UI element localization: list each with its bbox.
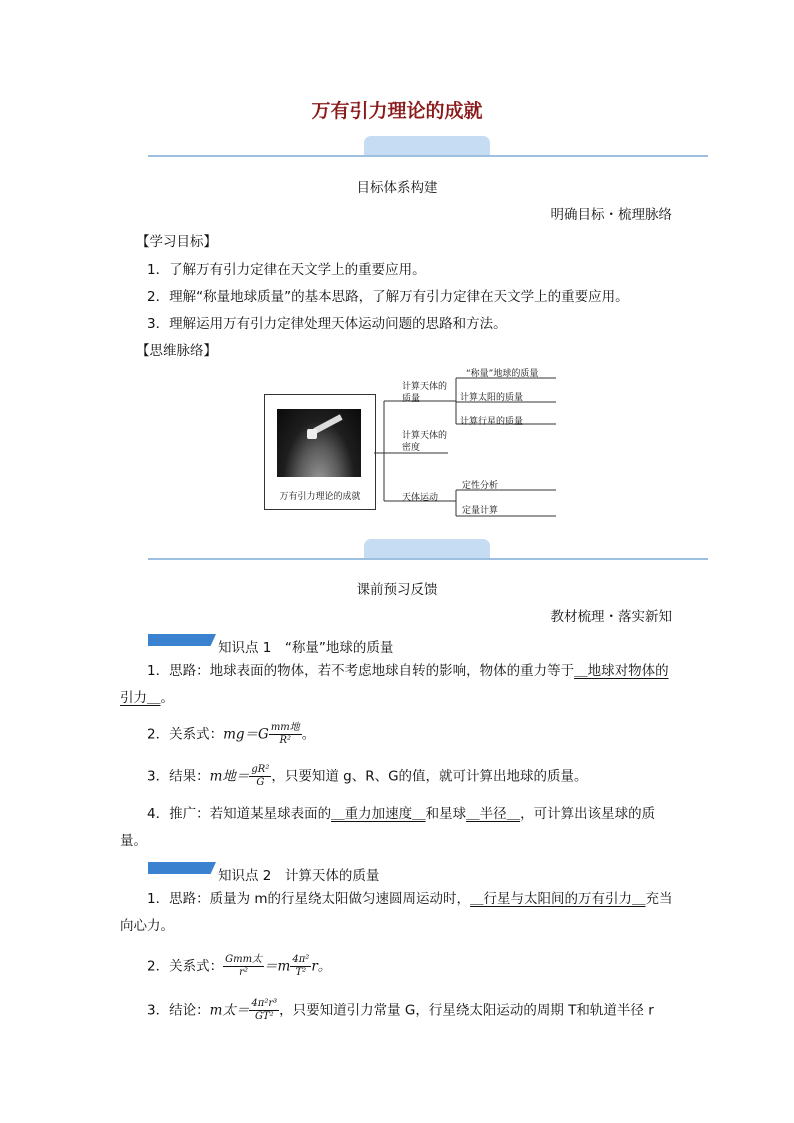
knowledge-point-title: 知识点 1 “称量”地球的质量 xyxy=(218,640,394,656)
mind-map-branch: 计算天体的密度 xyxy=(402,431,448,453)
mind-map-leaf: “称量”地球的质量 xyxy=(466,369,539,379)
kp1-step1: 1．思路：地球表面的物体，若不考虑地球自转的影响，物体的重力等于＿地球对物体的引力＿。 xyxy=(120,663,669,706)
mind-map-root-label: 万有引力理论的成就 xyxy=(279,492,361,502)
section-tab xyxy=(364,136,490,156)
section-tab xyxy=(364,539,490,559)
kp2-step2: 2．关系式： $\frac{\text{Gmm太}}{\text{r²}}$ ＝m $\frac{\text{4π²}}{\text{T²}}$ r。 xyxy=(147,954,332,978)
page-title: 万有引力理论的成就 xyxy=(311,100,483,122)
knowledge-point-marker xyxy=(148,634,216,646)
mind-map-leaf: 计算行星的质量 xyxy=(460,417,524,427)
kp2-step3: 3．结论：m太＝ $\frac{\text{4π²r³}}{\text{GT²}}$ ，只要知道引力常量 G，行星绕太阳运动的周期 T和轨道半径 r xyxy=(147,998,654,1022)
mind-map-leaf: 定量计算 xyxy=(462,506,499,516)
section-heading: 目标体系构建 xyxy=(356,180,438,196)
mind-map-branch: 计算天体的质量 xyxy=(402,382,448,404)
kp1-step4: 4．推广：若知道某星球表面的＿重力加速度＿和星球＿半径＿，可计算出该星球的质量。 xyxy=(120,806,656,849)
mind-map-leaf: 计算太阳的质量 xyxy=(460,393,524,403)
section-heading: 课前预习反馈 xyxy=(356,582,438,598)
kp1-step2: 2．关系式：mg＝G $\frac{\text{mm地}}{\text{R²}}$ 。 xyxy=(147,722,316,746)
section-subheading: 教材梳理・落实新知 xyxy=(550,609,672,625)
knowledge-point-title: 知识点 2 计算天体的质量 xyxy=(218,868,380,884)
learning-goal-item: 2．理解“称量地球质量”的基本思路，了解万有引力定律在天文学上的重要应用。 xyxy=(147,289,629,305)
learning-goal-item: 1．了解万有引力定律在天文学上的重要应用。 xyxy=(147,262,426,278)
mind-map-label: 【思维脉络】 xyxy=(136,343,217,359)
learning-goals-label: 【学习目标】 xyxy=(136,234,217,250)
section-divider xyxy=(148,155,708,157)
mind-map-root-box xyxy=(264,394,376,510)
satellite-earth-image xyxy=(277,409,361,477)
section-divider xyxy=(148,558,708,560)
mind-map-leaf: 定性分析 xyxy=(462,481,499,491)
mind-map-branch: 天体运动 xyxy=(402,493,439,503)
kp1-step3: 3．结果：m地＝ $\frac{\text{gR²}}{G}$ ，只要知道 g、R、G的值，就可计算出地球的质量。 xyxy=(147,764,588,788)
learning-goal-item: 3．理解运用万有引力定律处理天体运动问题的思路和方法。 xyxy=(147,316,507,332)
knowledge-point-marker xyxy=(148,862,216,874)
section-subheading: 明确目标・梳理脉络 xyxy=(550,207,672,223)
kp2-step1: 1．思路：质量为 m的行星绕太阳做匀速圆周运动时，＿行星与太阳间的万有引力＿充当向心力。 xyxy=(120,891,673,934)
